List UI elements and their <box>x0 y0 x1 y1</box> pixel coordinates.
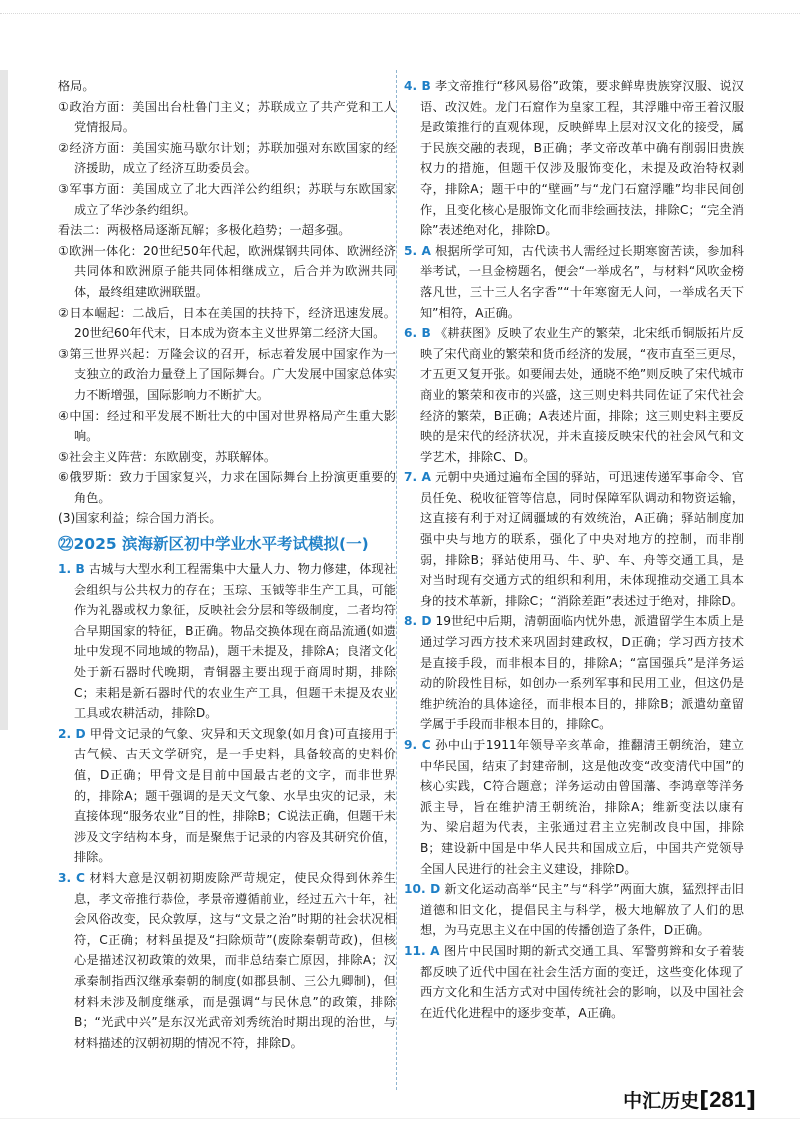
answer-number: 2. D <box>58 726 86 741</box>
answer-item <box>404 467 744 611</box>
text-line: ③第三世界兴起：万隆会议的召开，标志着发展中国家作为一支独立的政治力量登上了国际舞台。广大发展中国家总体实力不断增强，国际影响力不断扩大。 <box>58 346 396 402</box>
answer-number: 4. B <box>404 79 431 93</box>
answer-number: 5. A <box>404 243 431 258</box>
answer-text: 材料大意是汉朝初期废除严苛规定，使民众得到休养生息，孝文帝推行恭俭，孝景帝遵循前业，经过五六十年，社会风俗改变，民众敦厚，这与“文景之治”时期的社会状况相符，C正确；材料虽提及“扫除烦苛”(废除秦朝苛政)，但核心是描述汉初政策的效果，而非总结秦亡原因，排除A；汉承秦制指西汉继承秦朝的制度(如郡县制、三公九卿制)，但材料未涉及制度继承，而是强调“与民休息”的政策，排除B；“光武中兴”是东汉光武帝刘秀统治时期出现的治世，与材料描述的汉朝初期的情况不符，排除D。 <box>74 870 396 1050</box>
answer-text: 古城与大型水利工程需集中大量人力、物力修建，体现社会组织与公共权力的存在；玉琮、玉钺等非生产工具，可能作为礼器或权力象征，反映社会分层和等级制度，二者均符合早期国家的特征，B正确。物品交换体现在商品流通(如遗址中发现不同地域的物品)，题干未提及，排除A；良渚文化处于新石器时代晚期，青铜器主要出现于商周时期，排除C；耒耜是新石器时代的农业生产工具，但题干未提及农业工具或农耕活动，排除D。 <box>74 562 396 721</box>
answer-text: 甲骨文记录的气象、灾异和天文现象(如月食)可直接用于古气候、古天文学研究，是一手史料，具备较高的史料价值，D正确；甲骨文是目前中国最古老的文字，而非世界的，排除A；题干强调的是天文气象、水旱虫灾的记录，未直接体现“服务农业”目的性，排除B；C说法正确，但题干未涉及文字结构本身，而是聚焦于记录的内容及其研究价值，排除。 <box>74 726 396 865</box>
right-column <box>404 76 744 1023</box>
answer-item <box>58 868 396 1053</box>
text-line: 看法二：两极格局逐渐瓦解；多极化趋势；一超多强。 <box>58 223 351 238</box>
answer-text: 《耕获图》反映了农业生产的繁荣，北宋纸币铜版拓片反映了宋代商业的繁荣和货币经济的发展，“夜市直至三更尽，才五更又复开张。如要闹去处，通晓不绝”则反映了宋代城市商业的繁荣和夜市的兴盛，这三则史料共同佐证了宋代社会经济的繁荣，B正确；A表述片面，排除；这三则史料主要反映的是宋代的经济状况，并未直接反映宋代的社会风气和文学艺术，排除C、D。 <box>420 326 744 464</box>
answer-text: 元朝中央通过遍布全国的驿站，可迅速传递军事命令、官员任免、税收征管等信息，同时保障军队调动和物资运输，这直接有利于对辽阔疆域的有效统治，A正确；驿站制度加强中央与地方的联系，强化了中央对地方的控制，而非削弱，排除B；驿站使用马、牛、驴、车、舟等交通工具，是对当时现有交通方式的组织和利用，未体现推动交通工具本身的技术革新，排除C；“消除差距”表述过于绝对，排除D。 <box>420 470 744 608</box>
text-line: ②经济方面：美国实施马歇尔计划；苏联加强对东欧国家的经济援助，成立了经济互助委员会。 <box>58 140 396 176</box>
answer-item <box>404 323 744 467</box>
bracket-right-icon: ] <box>745 1088 756 1113</box>
text-line: 格局。 <box>58 79 95 93</box>
text-line: ④中国：经过和平发展不断壮大的中国对世界格局产生重大影响。 <box>58 408 396 444</box>
answer-number: 10. D <box>404 882 441 897</box>
answer-number: 9. C <box>404 738 431 752</box>
text-line: ②日本崛起：二战后，日本在美国的扶持下，经济迅速发展。20世纪60年代末，日本成为资本主义世界第二经济大国。 <box>58 305 396 341</box>
left-column <box>58 76 396 1053</box>
page-number: 281 <box>709 1087 746 1112</box>
answer-text: 根据所学可知，古代读书人需经过长期寒窗苦读，参加科举考试，一旦金榜题名，便会“一举成名”，与材料“风吹金榜落凡世，三十三人名字香”“十年寒窗无人问，一举成名天下知”相符，A正确。 <box>420 243 744 320</box>
text-line: ①政治方面：美国出台杜鲁门主义；苏联成立了共产党和工人党情报局。 <box>58 99 396 135</box>
answer-item <box>58 724 396 868</box>
answer-text: 图片中民国时期的新式交通工具、军警剪辫和女子着装都反映了近代中国在社会生活方面的变迁，这些变化体现了西方文化和生活方式对中国传统社会的影响，以及中国社会在近代化进程中的逐步变革，A正确。 <box>420 943 745 1020</box>
answer-text: 19世纪中后期，清朝面临内忧外患，派遣留学生本质上是通过学习西方技术来巩固封建政权，D正确；学习西方技术是直接手段，而非根本目的，排除A；“富国强兵”是洋务运动的阶段性目标，如创办一系列军事和民用工业，但这仍是维护统治的具体途径，而非根本目的，排除B；派遣幼童留学属于手段而非根本目的，排除C。 <box>420 614 744 732</box>
answer-text: 孙中山于1911年领导辛亥革命，推翻清王朝统治，建立中华民国，结束了封建帝制，这是他改变“改变清代中国”的核心实践，C符合题意；洋务运动由曾国藩、李鸿章等洋务派主导，旨在维护清王朝统治，排除A；维新变法以康有为、梁启超为代表，主张通过君主立宪制改良中国，排除B；建设新中国是中华人民共和国成立后，中国共产党领导全国人民进行的社会主义建设，排除D。 <box>420 738 744 876</box>
answer-text: 孝文帝推行“移风易俗”政策，要求鲜卑贵族穿汉服、说汉语、改汉姓。龙门石窟作为皇家工程，其浮雕中帝王着汉服是政策推行的直观体现，反映鲜卑上层对汉文化的接受，属于民族交融的表现，B正确；孝文帝改革中确有削弱旧贵族权力的措施，但题干仅涉及服饰变化，未提及政治特权剥夺，排除A；题干中的“壁画”与“龙门石窟浮雕”均非民间创作，且变化核心是服饰文化而非绘画技法，排除C；“完全消除”表述绝对化，排除D。 <box>420 79 744 238</box>
answer-number: 11. A <box>404 943 440 958</box>
answer-number: 3. C <box>58 870 85 885</box>
answer-text: 新文化运动高举“民主”与“科学”两面大旗，猛烈抨击旧道德和旧文化，提倡民主与科学，极大地解放了人们的思想，为马克思主义在中国的传播创造了条件，D正确。 <box>420 882 744 938</box>
left-edge-shade <box>0 70 8 730</box>
top-scan-strip <box>0 0 800 14</box>
subject-label: 中汇历史 <box>623 1090 700 1112</box>
bottom-edge <box>0 1118 800 1130</box>
answer-item <box>58 559 396 724</box>
answer-number: 8. D <box>404 614 432 629</box>
text-line: ①欧洲一体化：20世纪50年代起，欧洲煤钢共同体、欧洲经济共同体和欧洲原子能共同体相继成立，后合并为欧洲共同体，最终组建欧洲联盟。 <box>58 243 396 299</box>
exam-section-title: ㉒2025 滨海新区初中学业水平考试模拟(一) <box>58 535 369 554</box>
answer-item <box>404 241 744 323</box>
answer-number: 7. A <box>404 470 431 485</box>
bracket-left-icon: [ <box>699 1088 710 1113</box>
text-line: (3)国家利益；综合国力消长。 <box>58 511 222 526</box>
text-line: ⑤社会主义阵营：东欧剧变，苏联解体。 <box>58 449 277 464</box>
column-divider <box>396 70 397 1090</box>
answer-number: 1. B <box>58 562 85 577</box>
page-footer <box>623 1086 756 1113</box>
text-line: ③军事方面：美国成立了北大西洋公约组织；苏联与东欧国家成立了华沙条约组织。 <box>58 181 396 217</box>
answer-item <box>404 941 744 1023</box>
text-line: ⑥俄罗斯：致力于国家复兴，力求在国际舞台上扮演更重要的角色。 <box>58 470 396 505</box>
answer-number: 6. B <box>404 326 431 341</box>
answer-item <box>404 735 744 879</box>
answer-item <box>404 879 744 941</box>
answer-item <box>404 611 744 735</box>
answer-item <box>404 76 744 241</box>
